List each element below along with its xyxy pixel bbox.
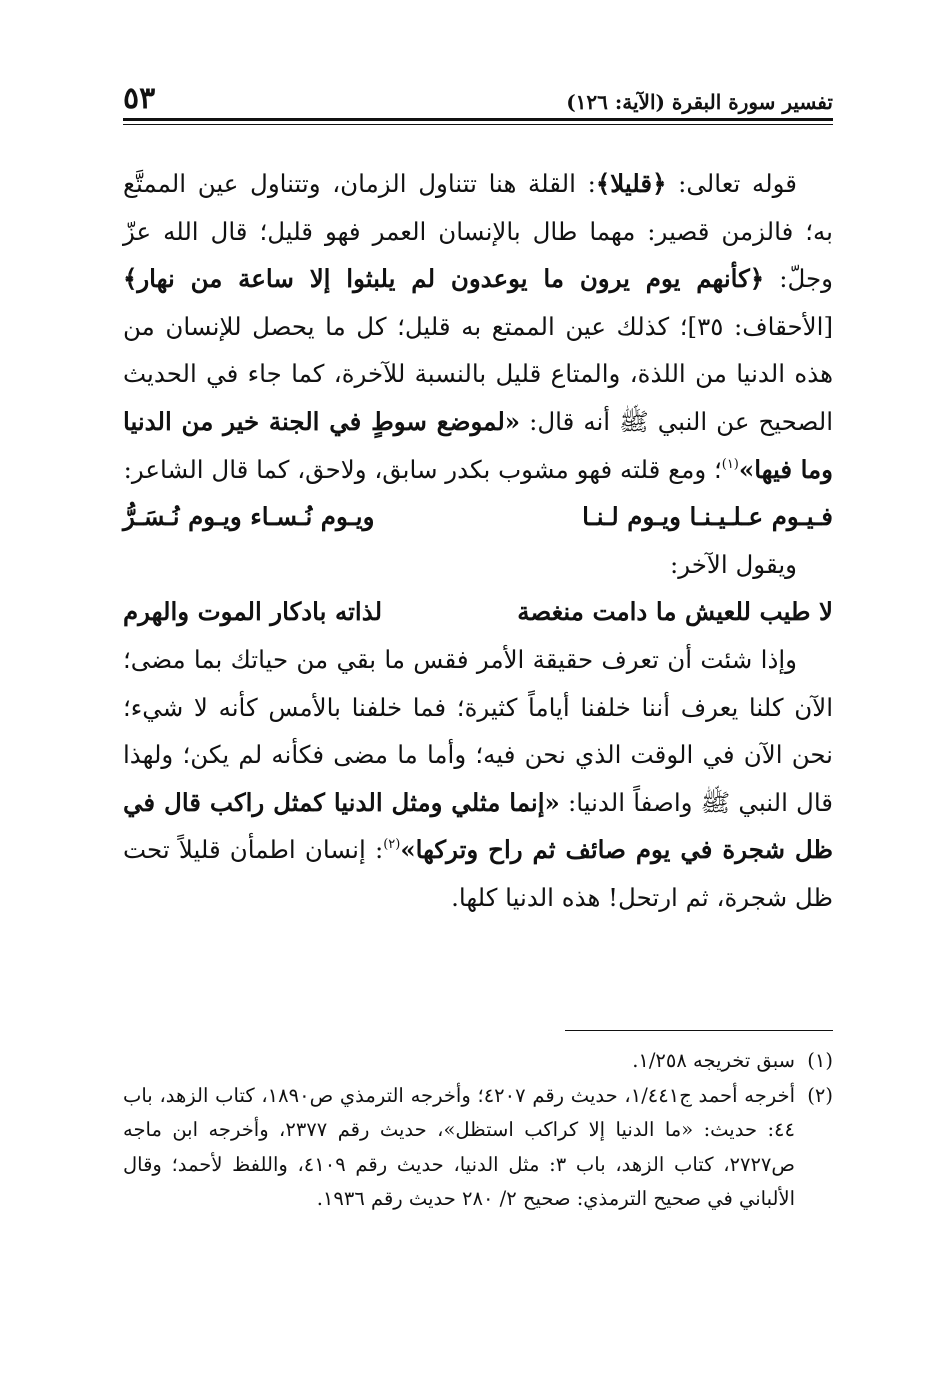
quran-quote-qalilan: ﴿قليلا﴾ [595, 169, 667, 198]
footnote-text: سبق تخريجه ١/٢٥٨. [632, 1049, 795, 1072]
poetry-verse-2 [123, 588, 833, 636]
footnote-1 [123, 1044, 833, 1079]
footnote-ref-2: (٢) [383, 837, 401, 853]
text-run: : إنسان اطمأن قليلاً تحت ظل شجرة، ثم ارتحل! هذه الدنيا كلها. [123, 835, 833, 912]
hadith-quote-1: «لموضع سوطٍ في الجنة خير من الدنيا وما فيها» [123, 406, 833, 484]
header-rule-thin [123, 124, 833, 125]
page-number: ٥٣ [123, 81, 156, 116]
verse-hemistich-first: فـيـوم عـلـيـنـا ويـوم لـنـا [582, 502, 833, 532]
header-rule-thick [123, 118, 833, 121]
verse-hemistich-second: لذاته بادكار الموت والهرم [123, 597, 383, 627]
verse-hemistich-first: لا طيب للعيش ما دامت منغصة [517, 597, 833, 627]
verse-hemistich-second: ويـوم نُـسـاء ويـوم نُـسَـرُّ [123, 502, 375, 532]
footnotes [123, 1044, 833, 1217]
footnote-2 [123, 1079, 833, 1217]
paragraph-2: ويقول الآخر: [670, 549, 797, 579]
text-run: وإذا شئت أن تعرف حقيقة الأمر فقس ما بقي من حياتك بما مضى؛ الآن كلنا يعرف أننا خلفنا أياماً كثيرة؛ فما خلفنا بالأمس كأنه لا شيء؛ نحن الآن في الوقت الذي نحن فيه؛ وأما ما مضى فكأنه لم يكن؛ ولهذا قال النبي ﷺ واصفاً الدنيا: [123, 644, 833, 817]
text-run: [الأحقاف: ٣٥]؛ كذلك عين الممتع به قليل؛ كل ما يحصل للإنسان من هذه الدنيا من اللذة، والمتاع قليل بالنسبة للآخرة، كما جاء في الحديث الصحيح عن النبي ﷺ أنه قال: [123, 311, 833, 436]
footnote-text: أخرجه أحمد ج١/٤٤١، حديث رقم ٤٢٠٧؛ وأخرجه الترمذي ص١٨٩٠، كتاب الزهد، باب ٤٤: حديث: «ما الدنيا إلا كراكب استظل»، حديث رقم ٢٣٧٧، وأخرجه ابن ماجه ص٢٧٢٧، كتاب الزهد، باب ٣: مثل الدنيا، حديث رقم ٤١٠٩، واللفظ لأحمد؛ وقال الألباني في صحيح الترمذي: صحيح ٢/ ٢٨٠ حديث رقم ١٩٣٦. [123, 1083, 795, 1211]
footnote-separator [565, 1030, 833, 1031]
running-title: تفسير سورة البقرة (الآية: ١٢٦) [566, 90, 833, 114]
running-head [123, 74, 833, 114]
text-run: : القلة هنا تتناول الزمان، وتتناول عين الممتَّع به؛ فالزمن قصير: مهما طال بالإنسان العمر فهو قليل؛ قال الله عزّ وجلّ: [123, 169, 833, 294]
poetry-verse-1 [123, 493, 833, 541]
paragraph-3 [123, 636, 833, 922]
text-run: قوله تعالى: [666, 169, 797, 198]
footnote-number: (١) [807, 1049, 833, 1072]
text-run: ؛ ومع قلته فهو مشوب بكدر سابق، ولاحق، كما قال الشاعر: [123, 454, 722, 484]
footnote-number: (٢) [807, 1083, 833, 1107]
paragraph-1 [123, 160, 833, 493]
hadith-quote-2: «إنما مثلي ومثل الدنيا كمثل راكب قال في ظل شجرة في يوم صائف ثم راح وتركها» [123, 787, 833, 865]
quran-quote-ahqaf: ﴿كأنهم يوم يرون ما يوعدون لم يلبثوا إلا ساعة من نهار﴾ [123, 264, 765, 294]
main-text [123, 160, 833, 922]
footnote-ref-1: (١) [721, 456, 739, 472]
